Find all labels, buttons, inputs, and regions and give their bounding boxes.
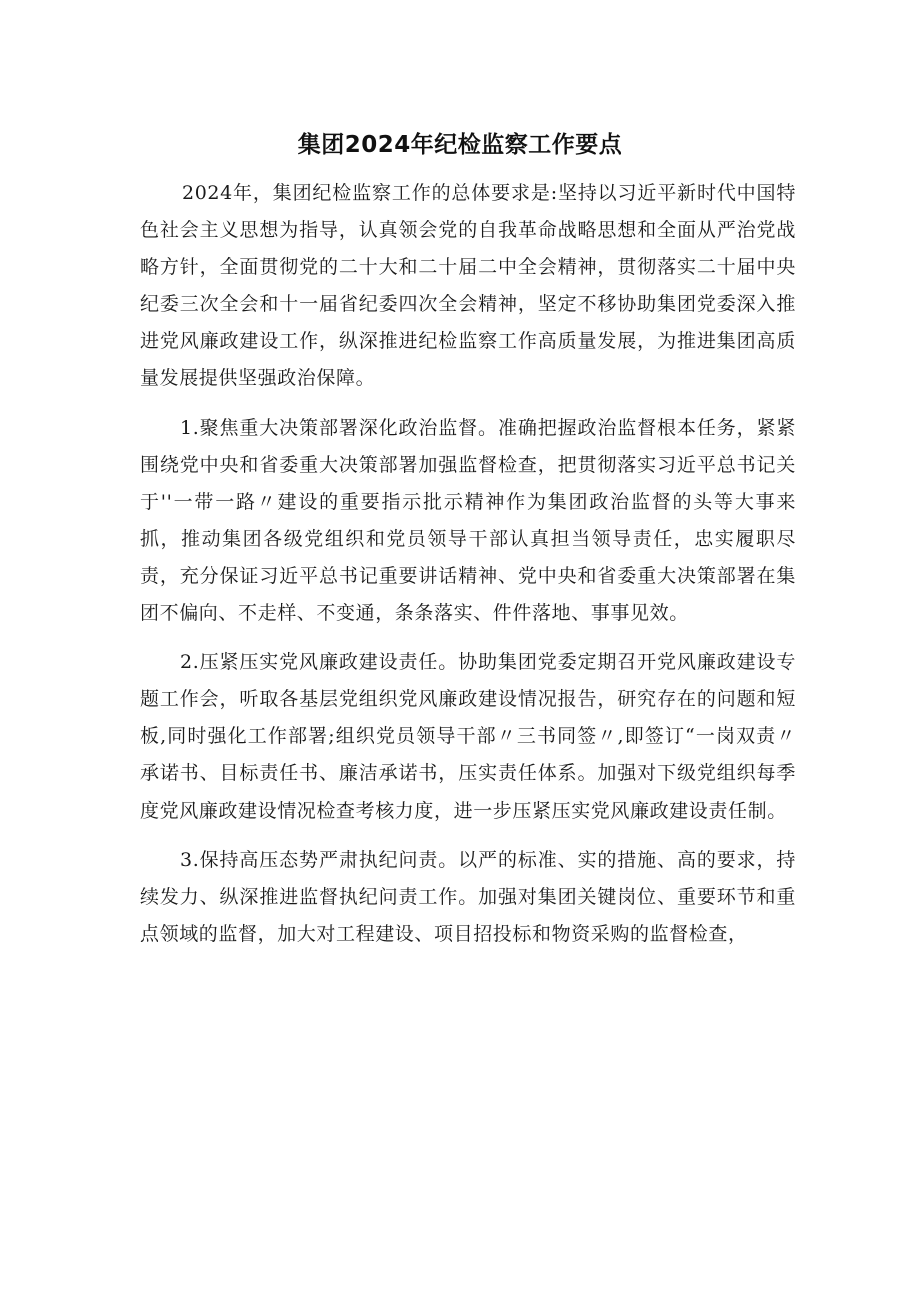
document-body (140, 175, 796, 965)
point-3-paragraph: 3.保持高压态势严肃执纪问责。以严的标准、实的措施、高的要求，持续发力、纵深推进监督执纪问责工作。加强对集团关键岗位、重要环节和重点领域的监督，加大对工程建设、项目招投标和物资采购的监督检查， (140, 848, 796, 945)
point-1-paragraph: 1.聚焦重大决策部署深化政治监督。准确把握政治监督根本任务，紧紧围绕党中央和省委重大决策部署加强监督检查，把贯彻落实习近平总书记关于''一带一路〃建设的重要指示批示精神作为集团政治监督的头等大事来抓，推动集团各级党组织和党员领导干部认真担当领导责任，忠实履职尽责，充分保证习近平总书记重要讲话精神、党中央和省委重大决策部署在集团不偏向、不走样、不变通，条条落实、件件落地、事事见效。 (140, 416, 796, 625)
point-2-paragraph: 2.压紧压实党风廉政建设责任。协助集团党委定期召开党风廉政建设专题工作会，听取各基层党组织党风廉政建设情况报告，研究存在的问题和短板,同时强化工作部署;组织党员领导干部〃三书同签〃,即签订“一岗双责〃承诺书、目标责任书、廉洁承诺书，压实责任体系。加强对下级党组织每季度党风廉政建设情况检查考核力度，进一步压紧压实党风廉政建设责任制。 (140, 651, 796, 822)
document-title: 集团2024年纪检监察工作要点 (297, 132, 623, 158)
intro-paragraph: 2024年，集团纪检监察工作的总体要求是:坚持以习近平新时代中国特色社会主义思想为指导，认真领会党的自我革命战略思想和全面从严治党战略方针，全面贯彻党的二十大和二十届二中全会精神，贯彻落实二十届中央纪委三次全会和十一届省纪委四次全会精神，坚定不移协助集团党委深入推进党风廉政建设工作，纵深推进纪检监察工作高质量发展，为推进集团高质量发展提供坚强政治保障。 (140, 182, 796, 390)
